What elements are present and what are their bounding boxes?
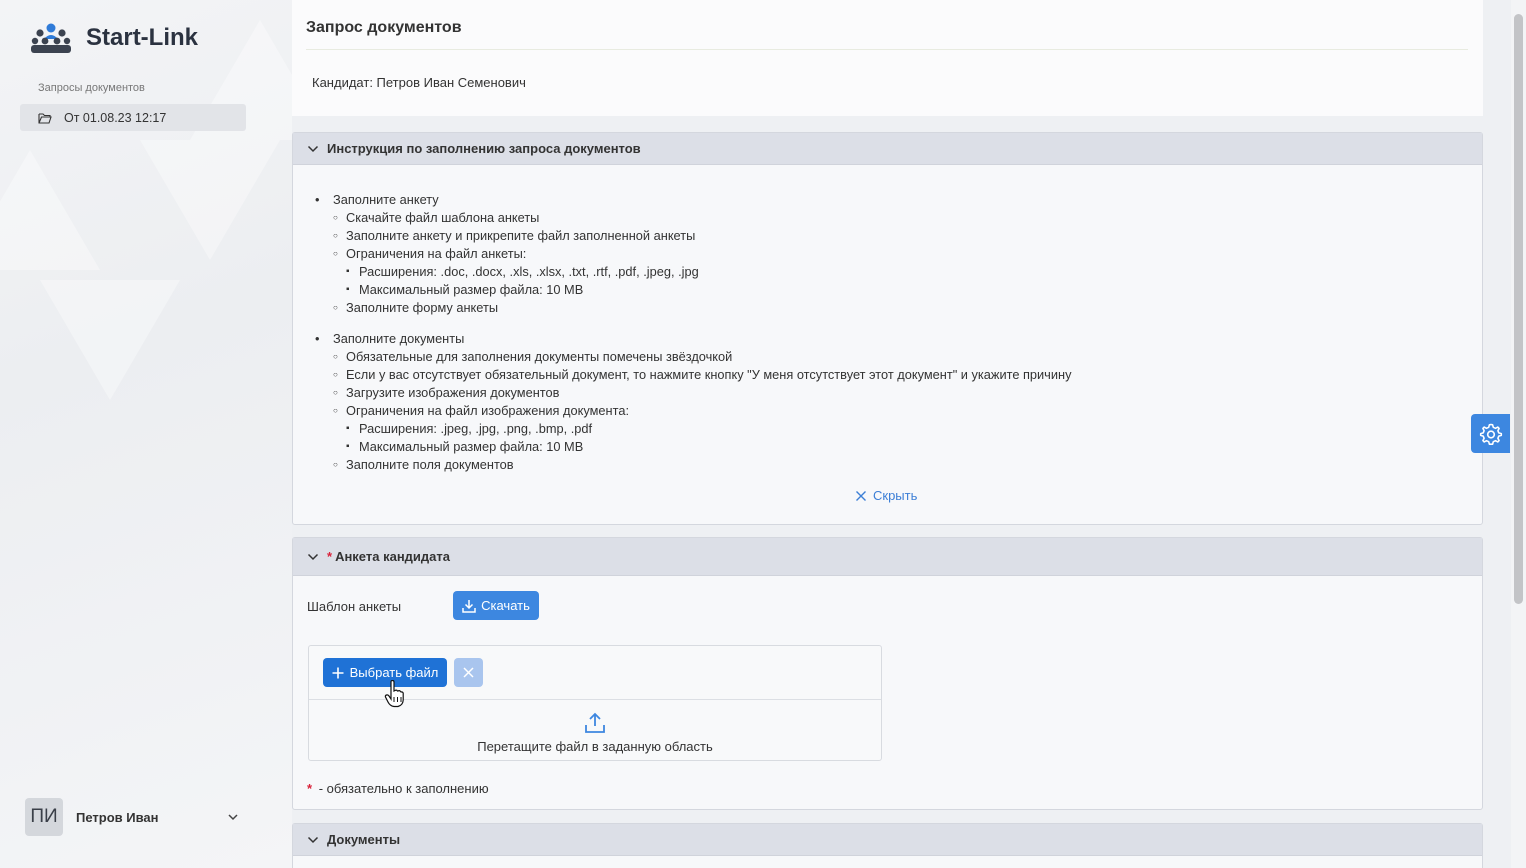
list-item: ○ Обязательные для заполнения документы помечены звёздочкой — [333, 348, 1482, 366]
close-icon — [463, 667, 474, 678]
nav-section-title: Запросы документов — [38, 82, 145, 94]
chevron-down-icon[interactable] — [227, 813, 239, 821]
candidate-form-panel — [292, 537, 1483, 810]
instructions-panel — [292, 132, 1483, 525]
download-icon — [462, 599, 476, 613]
scrollbar-thumb[interactable] — [1514, 14, 1523, 604]
required-note-text: - обязательно к заполнению — [318, 781, 489, 796]
list-item — [333, 245, 1482, 299]
documents-title: Документы — [327, 832, 401, 847]
user-name: Петров Иван — [76, 809, 159, 825]
hand-cursor-icon — [384, 680, 406, 708]
people-group-icon — [30, 22, 72, 54]
list-item: ○ Заполните анкету и прикрепите файл заполненной анкеты — [333, 227, 1482, 245]
header-card — [292, 0, 1483, 116]
list-item: ○ Если у вас отсутствует обязательный документ, то нажмите кнопку "У меня отсутствует этот документ" и укажите причину — [333, 366, 1482, 384]
chevron-down-icon — [307, 836, 319, 844]
sidebar-item-label: От 01.08.23 12:17 — [64, 110, 167, 125]
page-title: Запрос документов — [306, 19, 462, 36]
scrollbar[interactable] — [1511, 0, 1526, 868]
documents-panel — [292, 823, 1483, 868]
candidate-form-header[interactable] — [293, 538, 1482, 576]
list-item — [333, 402, 1482, 456]
close-icon — [855, 490, 867, 502]
hide-instructions-button[interactable] — [855, 488, 917, 503]
upload-icon — [584, 712, 606, 734]
list-item-text: Заполните анкету — [333, 192, 439, 207]
list-item: ▪ Расширения: .jpeg, .jpg, .png, .bmp, .pdf — [346, 420, 1482, 438]
clear-file-button[interactable] — [454, 658, 483, 687]
sidebar-item-request[interactable] — [20, 104, 246, 131]
list-item: ▪ Максимальный размер файла: 10 MB — [346, 438, 1482, 456]
gear-icon — [1479, 422, 1503, 446]
list-item: ○ Скачайте файл шаблона анкеты — [333, 209, 1482, 227]
settings-button[interactable] — [1471, 414, 1510, 453]
required-asterisk: * — [327, 549, 333, 564]
folder-open-icon — [38, 112, 52, 124]
chevron-down-icon — [307, 145, 319, 153]
list-item-text: Ограничения на файл изображения документа: — [346, 403, 629, 418]
required-asterisk: * — [307, 781, 313, 796]
list-item: ○ Загрузите изображения документов — [333, 384, 1482, 402]
user-menu[interactable] — [25, 798, 245, 836]
app-logo[interactable] — [30, 22, 198, 54]
background-pattern — [140, 140, 280, 260]
list-item-text: Заполните документы — [333, 331, 465, 346]
list-item: ○ Заполните поля документов — [333, 456, 1482, 474]
instructions-title: Инструкция по заполнению запроса документов — [327, 141, 641, 156]
list-item: ▪ Максимальный размер файла: 10 MB — [346, 281, 1482, 299]
required-note — [307, 781, 489, 796]
list-item: ○ Заполните форму анкеты — [333, 299, 1482, 317]
plus-icon — [332, 667, 344, 679]
list-item — [313, 330, 1482, 474]
divider — [306, 49, 1468, 50]
background-pattern — [40, 280, 180, 400]
candidate-form-title: Анкета кандидата — [335, 549, 450, 564]
download-button[interactable] — [453, 591, 539, 620]
download-label: Скачать — [481, 598, 530, 613]
app-name: Start-Link — [86, 24, 199, 51]
documents-header[interactable] — [293, 824, 1482, 856]
sidebar — [0, 0, 292, 868]
hide-label: Скрыть — [873, 488, 918, 503]
candidate-info: Кандидат: Петров Иван Семенович — [312, 75, 526, 90]
chevron-down-icon — [307, 553, 319, 561]
instructions-body — [293, 165, 1482, 474]
avatar: ПИ — [25, 798, 63, 836]
instructions-panel-header[interactable] — [293, 133, 1482, 165]
list-item: ▪ Расширения: .doc, .docx, .xls, .xlsx, .txt, .rtf, .pdf, .jpeg, .jpg — [346, 263, 1482, 281]
drop-zone[interactable] — [309, 700, 881, 754]
template-label: Шаблон анкеты — [307, 599, 402, 614]
list-item-text: Ограничения на файл анкеты: — [346, 246, 527, 261]
background-pattern — [0, 150, 100, 270]
drop-zone-text: Перетащите файл в заданную область — [477, 739, 713, 754]
list-item — [313, 191, 1482, 317]
choose-file-label: Выбрать файл — [349, 665, 439, 680]
